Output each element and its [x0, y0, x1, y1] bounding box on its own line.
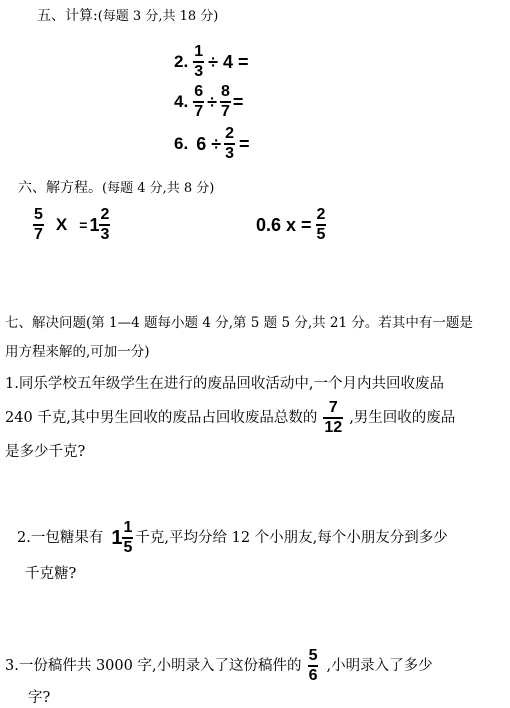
denominator: 3: [100, 226, 110, 243]
calc-question-4: [174, 82, 243, 122]
numerator: 2: [100, 206, 110, 223]
problem1-text-a: 240 千克,其中男生回收的废品占回收废品总数的: [5, 410, 318, 426]
equals-sign: =: [238, 133, 250, 154]
problem1-line1: 1.同乐学校五年级学生在进行的废品回收活动中,一个月内共回收废品: [5, 376, 444, 392]
variable: X: [55, 215, 68, 234]
equation-2: [256, 205, 326, 245]
question-number: 6.: [174, 134, 189, 153]
numerator: 5: [34, 206, 43, 223]
equals-sign: =: [232, 91, 244, 112]
fraction-a: [33, 207, 44, 243]
problem2-text-b: 千克,平均分给 12 个小朋友,每个小朋友分到多少: [135, 530, 448, 546]
section5-title: 五、计算:: [37, 8, 98, 24]
problem3-line2: 字?: [28, 690, 51, 706]
section5-heading: [37, 6, 218, 27]
problem1-line3: 是多少千克?: [5, 444, 86, 460]
fraction-b: [99, 207, 110, 243]
expression-lead: 6 ÷: [196, 133, 222, 154]
numerator: 1: [194, 43, 204, 60]
problem3-line1: [5, 646, 433, 686]
denominator: 12: [324, 419, 343, 436]
question-number: 4.: [174, 92, 189, 111]
question-number: 2.: [174, 52, 189, 71]
denominator: 7: [34, 226, 43, 243]
numerator: 5: [308, 647, 318, 664]
calc-question-6: [174, 124, 250, 164]
numerator: 1: [123, 519, 133, 536]
problem3-text-b: ,小明录入了多少: [326, 658, 433, 674]
calc-question-2: [174, 42, 249, 82]
problem2-line1: [17, 516, 448, 560]
equation-1: [33, 205, 110, 245]
numerator: 6: [194, 83, 204, 100]
section6-title: 六、解方程。: [18, 180, 102, 196]
fraction-a: [193, 84, 204, 120]
denominator: 7: [220, 103, 230, 120]
problem3-text-a: 3.一份稿件共 3000 字,小明录入了这份稿件的: [5, 658, 302, 674]
numerator: 8: [220, 83, 230, 100]
mixed-number-whole: 1: [111, 527, 123, 549]
numerator: 2: [316, 206, 326, 223]
section6-heading: [18, 178, 214, 199]
denominator: 7: [194, 103, 204, 120]
whole-number: 1: [89, 214, 100, 235]
problem1-text-b: ,男生回收的废品: [349, 410, 456, 426]
problem2-text-a: 2.一包糖果有: [17, 530, 104, 546]
denominator: 3: [225, 145, 234, 162]
problem1-line2: [5, 398, 455, 438]
fraction: [323, 400, 343, 436]
fraction: [193, 44, 204, 80]
problem2-line2: 千克糖?: [25, 566, 77, 582]
section7-heading-line1: 七、解决问题(第 1—4 题每小题 4 分,第 5 题 5 分,共 21 分。若其中有一题是: [5, 315, 473, 331]
denominator: 6: [308, 667, 318, 684]
section7-heading-line2: 用方程来解的,可加一分): [5, 344, 150, 360]
fraction-b: [220, 84, 231, 120]
expression-rest: ÷ 4 =: [208, 51, 249, 72]
fraction: [122, 520, 133, 556]
equals-sign: =: [79, 217, 88, 233]
equation-left: 0.6 x =: [256, 214, 312, 235]
divide-sign: ÷: [207, 91, 217, 112]
fraction: [308, 648, 319, 684]
denominator: 3: [194, 63, 204, 80]
denominator: 5: [123, 539, 133, 556]
fraction: [224, 126, 235, 162]
numerator: 7: [328, 399, 338, 416]
section6-note: (每题 4 分,共 8 分): [102, 181, 215, 196]
fraction: [316, 207, 327, 243]
section5-note: (每题 3 分,共 18 分): [97, 9, 219, 24]
numerator: 2: [225, 125, 234, 142]
denominator: 5: [316, 226, 326, 243]
